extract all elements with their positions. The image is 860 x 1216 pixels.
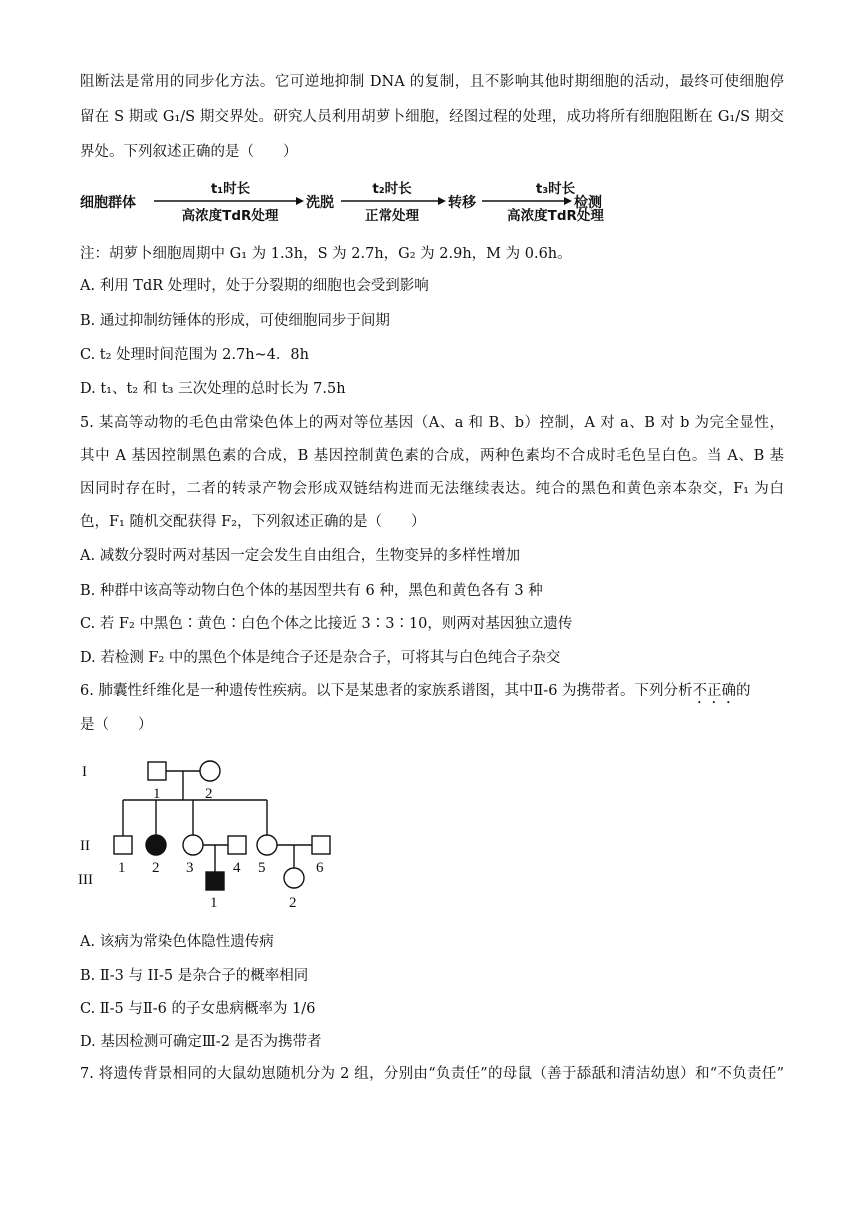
- flow-node-cell-population: 细胞群体: [80, 195, 136, 211]
- q4-option-c: C. t₂ 处理时间范围为 2.7h~4．8h: [80, 347, 309, 363]
- flow-arrow-1-head: [296, 197, 304, 205]
- q4-process-flow: [80, 180, 620, 222]
- q4-stem-line-3: 界处。下列叙述正确的是（ ）: [80, 144, 298, 160]
- svg-text:1: 1: [210, 895, 218, 911]
- flow-arrow-2-bottom-label: 正常处理: [365, 208, 419, 224]
- flow-arrow-3-bottom-label: 高浓度TdR处理: [507, 208, 604, 224]
- flow-arrow-1-bottom-label: 高浓度TdR处理: [181, 208, 279, 224]
- q6-stem-line-1: [80, 681, 751, 707]
- q6-stem-line-2: 是（ ）: [80, 717, 153, 733]
- I2-female: [200, 761, 220, 781]
- flow-node-detect: 检测: [574, 195, 602, 211]
- gen-III-label: III: [78, 872, 93, 888]
- q4-note: 注：胡萝卜细胞周期中 G₁ 为 1.3h，S 为 2.7h，G₂ 为 2.9h，M 为 0.6h。: [80, 246, 572, 262]
- I1-male: [148, 762, 166, 780]
- flow-arrow-3-head: [564, 197, 572, 205]
- flow-arrow-1-top-label: t₁时长: [210, 181, 251, 197]
- II3-female: [183, 835, 203, 855]
- q4-option-d: D. t₁、t₂ 和 t₃ 三次处理的总时长为 7.5h: [80, 381, 346, 397]
- q6-emphasis: 不正确: [692, 683, 737, 699]
- q4-stem-line-2: 留在 S 期或 G₁/S 期交界处。研究人员利用胡萝卜细胞，经图过程的处理，成功将所有细胞阻断在 G₁/S 期交: [80, 109, 784, 125]
- q5-stem-line-1: 5. 某高等动物的毛色由常染色体上的两对等位基因（A、a 和 B、b）控制，A 对 a、B 对 b 为完全显性，: [80, 415, 784, 431]
- q6-stem-suffix: 的: [736, 683, 751, 699]
- q6-option-d: D. 基因检测可确定Ⅲ-2 是否为携带者: [80, 1034, 322, 1050]
- q7-stem-line-1: 7. 将遗传背景相同的大鼠幼崽随机分为 2 组，分别由“负责任”的母鼠（善于舔舐和清洁幼崽）和“不负责任”: [80, 1066, 784, 1082]
- flow-arrow-2-head: [438, 197, 446, 205]
- III1-affected-male: [206, 872, 224, 890]
- q5-stem-line-3: 因同时存在时，二者的转录产物会形成双链结构进而无法继续表达。纯合的黑色和黄色亲本杂交，F₁ 为白: [80, 481, 784, 497]
- svg-text:4: 4: [233, 860, 241, 876]
- II4-male: [228, 836, 246, 854]
- q5-option-c: C. 若 F₂ 中黑色∶黄色∶白色个体之比接近 3∶3∶10，则两对基因独立遗传: [80, 616, 573, 632]
- q5-option-b: B. 种群中该高等动物白色个体的基因型共有 6 种，黑色和黄色各有 3 种: [80, 583, 543, 599]
- q5-option-d: D. 若检测 F₂ 中的黑色个体是纯合子还是杂合子，可将其与白色纯合子杂交: [80, 650, 561, 666]
- q6-stem-prefix: 6. 肺囊性纤维化是一种遗传性疾病。以下是某患者的家族系谱图，其中Ⅱ-6 为携带者。下列分析: [80, 683, 693, 699]
- pedigree-chart: [70, 750, 370, 920]
- q5-stem-line-4: 色，F₁ 随机交配获得 F₂，下列叙述正确的是（ ）: [80, 514, 426, 530]
- II2-affected-female: [146, 835, 166, 855]
- flow-node-elution: 洗脱: [306, 195, 334, 211]
- q6-option-b: B. Ⅱ-3 与 II-5 是杂合子的概率相同: [80, 968, 309, 984]
- q5-stem-line-2: 其中 A 基因控制黑色素的合成，B 基因控制黄色素的合成，两种色素均不合成时毛色呈白色。当 A、B 基: [80, 448, 784, 464]
- svg-text:6: 6: [316, 860, 324, 876]
- svg-text:2: 2: [152, 860, 160, 876]
- svg-text:1: 1: [153, 786, 161, 802]
- flow-arrow-2-top-label: t₂时长: [372, 181, 412, 197]
- II5-female: [257, 835, 277, 855]
- gen-I-label: I: [82, 764, 87, 780]
- III2-female: [284, 868, 304, 888]
- svg-text:2: 2: [289, 895, 297, 911]
- svg-text:5: 5: [258, 860, 266, 876]
- q4-stem-line-1: 阻断法是常用的同步化方法。它可逆地抑制 DNA 的复制，且不影响其他时期细胞的活动，最终可使细胞停: [80, 74, 784, 90]
- gen-II-label: II: [80, 838, 90, 854]
- svg-text:2: 2: [205, 786, 213, 802]
- svg-text:1: 1: [118, 860, 126, 876]
- flow-node-transfer: 转移: [448, 195, 476, 211]
- flow-arrows: [80, 180, 620, 222]
- svg-text:3: 3: [186, 860, 194, 876]
- flow-arrow-3-top-label: t₃时长: [535, 181, 576, 197]
- q5-option-a: A. 减数分裂时两对基因一定会发生自由组合，生物变异的多样性增加: [80, 548, 521, 564]
- q6-option-a: A. 该病为常染色体隐性遗传病: [80, 934, 274, 950]
- q4-option-a: A. 利用 TdR 处理时，处于分裂期的细胞也会受到影响: [80, 278, 429, 294]
- II6-male: [312, 836, 330, 854]
- q6-option-c: C. Ⅱ-5 与Ⅱ-6 的子女患病概率为 1/6: [80, 1001, 316, 1017]
- II1-male: [114, 836, 132, 854]
- q4-option-b: B. 通过抑制纺锤体的形成，可使细胞同步于间期: [80, 313, 390, 329]
